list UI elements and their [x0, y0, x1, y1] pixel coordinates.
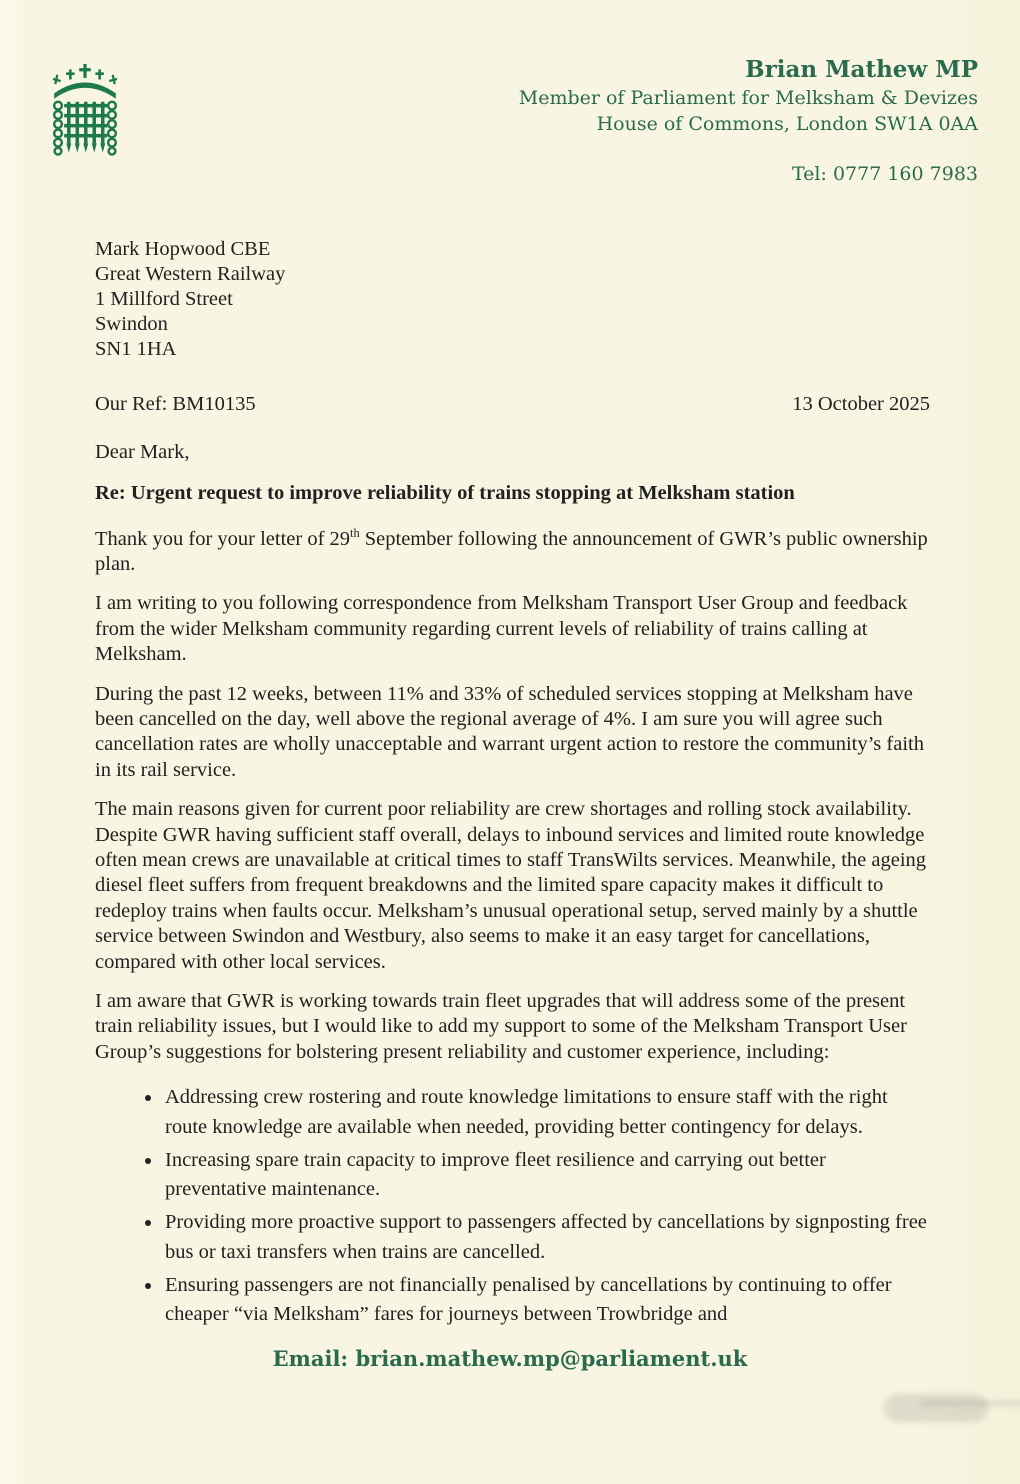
list-item-fares: • Ensuring passengers are not financially penalised by cancellations by continuing to offer cheaper “via Melksham” fares for journeys between Trowbridge and [163, 1271, 930, 1330]
paragraph-1 [95, 527, 930, 578]
recipient-street: 1 Millford Street [95, 288, 233, 311]
reference-row [95, 392, 930, 417]
paragraph-1-text: Thank you for your letter of 29 [95, 527, 351, 550]
letter-date: 13 October 2025 [792, 393, 930, 416]
scan-smudge [884, 1394, 988, 1422]
footer-email: Email: brian.mathew.mp@parliament.uk [272, 1346, 748, 1372]
recipient-address [95, 237, 930, 362]
paragraph-4: The main reasons given for current poor reliability are crew shortages and rolling stock availability. Despite GWR having sufficient staff overall, delays to inbound services and limited route knowledge often mean crews are unavailable at critical times to staff TransWilts services. Meanwhile, the ageing diesel fleet suffers from frequent breakdowns and the limited spare capacity makes it difficult to redeploy trains when faults occur. Melksham’s unusual operational setup, served mainly by a shuttle service between Swindon and Westbury, also seems to make it an easy target for cancellations, compared with other local services. [95, 798, 927, 973]
mp-telephone: Tel: 0777 160 7983 [791, 163, 978, 186]
ordinal-suffix: th [350, 525, 360, 540]
mp-contact-block [519, 55, 978, 185]
parliament-portcullis-icon [48, 63, 122, 156]
our-ref: Our Ref: BM10135 [95, 393, 256, 416]
recipient-company: Great Western Railway [95, 263, 286, 286]
mp-address: House of Commons, London SW1A 0AA [596, 113, 978, 136]
recipient-city: Swindon [95, 313, 168, 336]
paragraph-1-text-cont: September following the announcement of GWR’s public ownership plan. [95, 527, 928, 575]
mp-role: Member of Parliament for Melksham & Devizes [518, 86, 978, 109]
letter-body [95, 237, 930, 1330]
paragraph-5: I am aware that GWR is working towards train fleet upgrades that will address some of the present train reliability issues, but I would like to add my support to some of the Melksham Transport User Group’s suggestions for bolstering present reliability and customer experience, including: [95, 990, 907, 1063]
suggestions-list [95, 1083, 930, 1330]
list-item-crew-rostering: • Addressing crew rostering and route knowledge limitations to ensure staff with the right route knowledge are available when needed, providing better contingency for delays. [163, 1083, 930, 1142]
subject-line: Re: Urgent request to improve reliability of trains stopping at Melksham station [95, 482, 795, 505]
salutation: Dear Mark, [95, 440, 190, 463]
paragraph-2: I am writing to you following correspondence from Melksham Transport User Group and feedback from the wider Melksham community regarding current levels of reliability of trains calling at Melksham. [95, 592, 908, 666]
list-item-spare-capacity: • Increasing spare train capacity to improve fleet resilience and carrying out better preventative maintenance. [163, 1146, 930, 1205]
recipient-name: Mark Hopwood CBE [95, 238, 271, 261]
letterhead [0, 0, 1020, 185]
paragraph-3: During the past 12 weeks, between 11% and 33% of scheduled services stopping at Melksham have been cancelled on the day, well above the regional average of 4%. I am sure you will agree such cancellation rates are wholly unacceptable and warrant urgent action to restore the community’s faith in its rail service. [95, 682, 924, 781]
list-item-passenger-support: • Providing more proactive support to passengers affected by cancellations by signposting free bus or taxi transfers when trains are cancelled. [163, 1208, 930, 1267]
recipient-postcode: SN1 1HA [95, 338, 177, 361]
mp-name: Brian Mathew MP [745, 56, 978, 83]
